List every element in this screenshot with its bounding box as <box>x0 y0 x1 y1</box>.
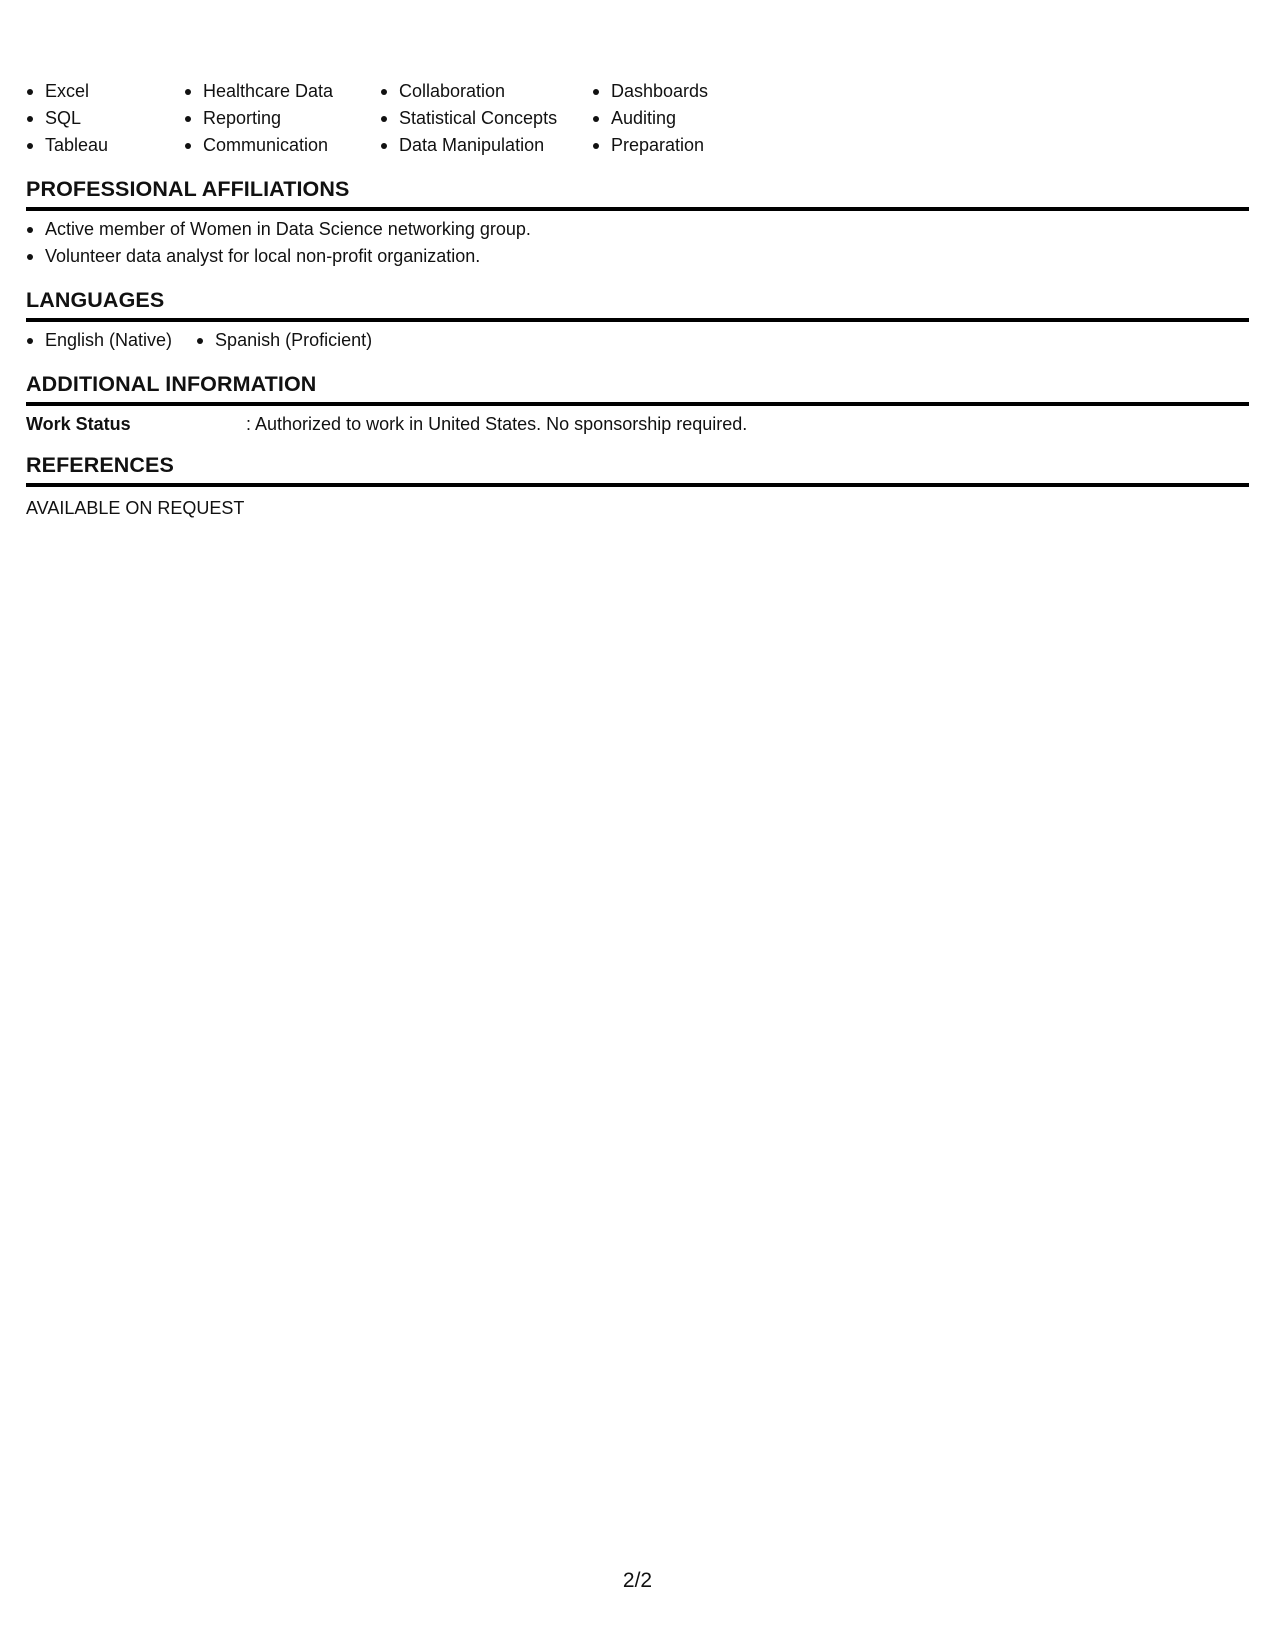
skills-grid <box>26 78 732 159</box>
work-status-value: : Authorized to work in United States. No sponsorship required. <box>246 414 748 434</box>
affiliation-item: Active member of Women in Data Science networking group. <box>26 216 531 243</box>
skill-item: Dashboards <box>592 78 732 105</box>
work-status-label: Work Status <box>26 414 131 434</box>
skills-column <box>184 78 380 159</box>
skill-item: Statistical Concepts <box>380 105 592 132</box>
skill-item: Preparation <box>592 132 732 159</box>
skill-item: Tableau <box>26 132 184 159</box>
skill-item: Communication <box>184 132 380 159</box>
affiliations-list <box>26 216 531 270</box>
affiliation-item: Volunteer data analyst for local non-profit organization. <box>26 243 531 270</box>
skill-item: Reporting <box>184 105 380 132</box>
skill-item: Collaboration <box>380 78 592 105</box>
skills-column <box>380 78 592 159</box>
languages-list <box>26 327 396 354</box>
work-status-row <box>26 412 747 436</box>
skills-column <box>592 78 732 159</box>
language-item: Spanish (Proficient) <box>196 327 372 354</box>
skill-item: Excel <box>26 78 184 105</box>
skill-item: SQL <box>26 105 184 132</box>
skills-column <box>26 78 184 159</box>
languages-heading: LANGUAGES <box>26 286 1249 322</box>
references-heading: REFERENCES <box>26 451 1249 487</box>
skill-item: Healthcare Data <box>184 78 380 105</box>
additional-info-heading: ADDITIONAL INFORMATION <box>26 370 1249 406</box>
skill-item: Data Manipulation <box>380 132 592 159</box>
page-number: 2/2 <box>622 1569 653 1592</box>
skill-item: Auditing <box>592 105 732 132</box>
references-text: AVAILABLE ON REQUEST <box>26 498 245 518</box>
affiliations-heading: PROFESSIONAL AFFILIATIONS <box>26 175 1249 211</box>
language-item: English (Native) <box>26 327 172 354</box>
